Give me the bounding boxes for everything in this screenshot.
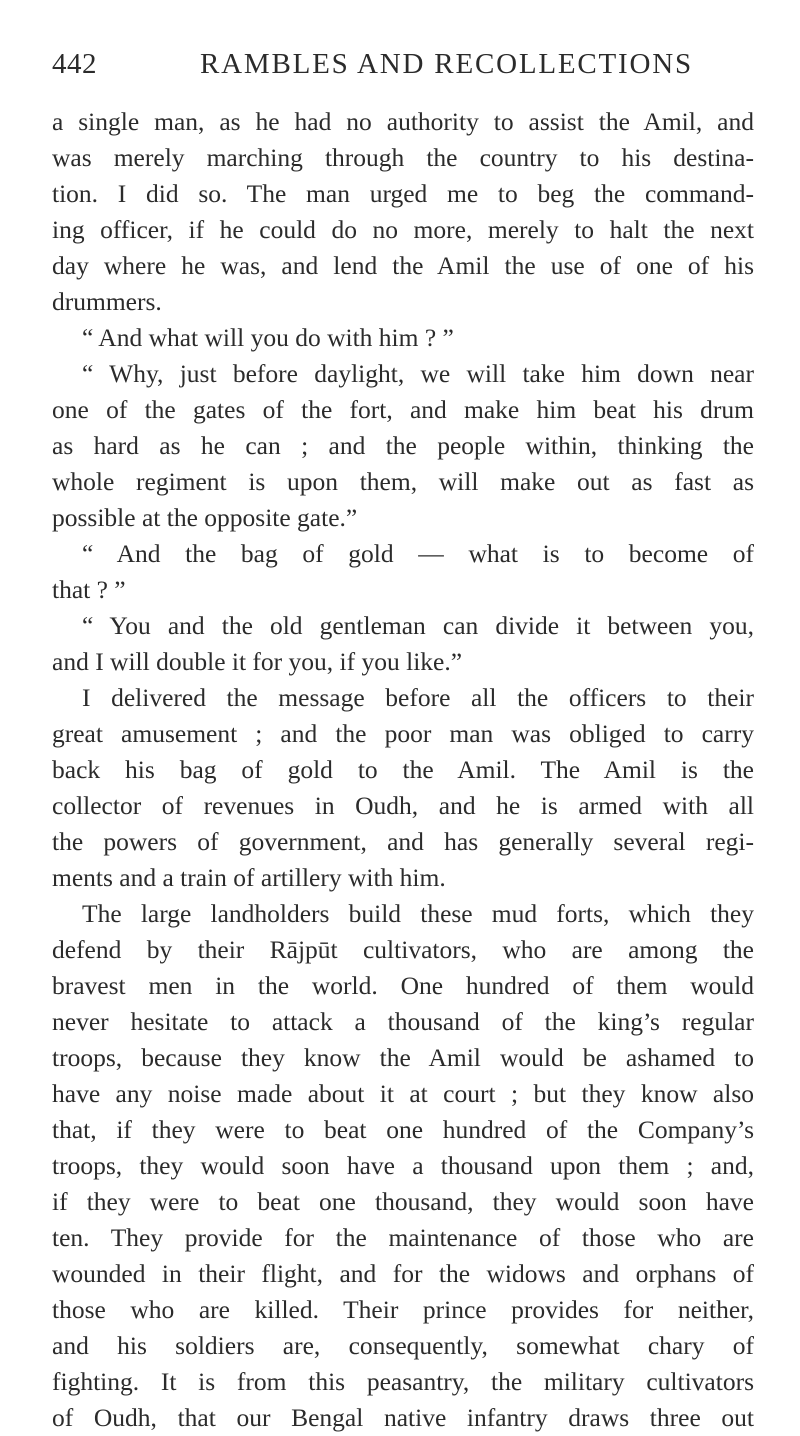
text-line: defend by their Rājpūt cultivators, who are among the xyxy=(52,935,754,964)
text-line: that, if they were to beat one hundred of the Company’s xyxy=(52,1115,754,1144)
text-line: was merely marching through the country to his destina- xyxy=(52,143,754,172)
text-line: one of the gates of the fort, and make him beat his drum xyxy=(52,395,754,424)
page-number: 442 xyxy=(52,48,97,80)
text-line: never hesitate to attack a thousand of the king’s regular xyxy=(52,1007,754,1036)
text-line: “ And what will you do with him ? ” xyxy=(82,323,454,352)
text-line: “ And the bag of gold — what is to become of xyxy=(82,539,754,568)
text-line: have any noise made about it at court ; but they know also xyxy=(52,1079,754,1108)
text-line: troops, they would soon have a thousand upon them ; and, xyxy=(52,1151,754,1180)
text-line: troops, because they know the Amil would be ashamed to xyxy=(52,1043,754,1072)
text-line: tion. I did so. The man urged me to beg the command- xyxy=(52,179,754,208)
text-line: I delivered the message before all the officers to their xyxy=(82,683,754,712)
text-line: as hard as he can ; and the people within, thinking the xyxy=(52,431,754,460)
text-line: day where he was, and lend the Amil the use of one of his xyxy=(52,251,754,280)
text-line: and I will double it for you, if you like.” xyxy=(52,647,463,676)
text-line: “ You and the old gentleman can divide it between you, xyxy=(82,611,754,640)
text-line: great amusement ; and the poor man was obliged to carry xyxy=(52,719,754,748)
text-line: those who are killed. Their prince provides for neither, xyxy=(52,1295,754,1324)
text-line: of Oudh, that our Bengal native infantry draws three out xyxy=(52,1403,754,1432)
text-line: a single man, as he had no authority to assist the Amil, and xyxy=(52,107,754,136)
running-title: RAMBLES AND RECOLLECTIONS xyxy=(200,48,693,80)
text-line: and his soldiers are, consequently, somewhat chary of xyxy=(52,1331,754,1360)
text-line: ten. They provide for the maintenance of those who are xyxy=(52,1223,754,1252)
text-line: collector of revenues in Oudh, and he is armed with all xyxy=(52,791,754,820)
text-line: The large landholders build these mud forts, which they xyxy=(82,899,754,928)
running-head xyxy=(52,48,752,88)
text-line: if they were to beat one thousand, they would soon have xyxy=(52,1187,754,1216)
text-line: possible at the opposite gate.” xyxy=(52,503,358,532)
text-line: drummers. xyxy=(52,287,162,316)
text-line: the powers of government, and has generally several regi- xyxy=(52,827,754,856)
text-line: wounded in their flight, and for the widows and orphans of xyxy=(52,1259,754,1288)
text-line: “ Why, just before daylight, we will take him down near xyxy=(82,359,754,388)
text-line: back his bag of gold to the Amil. The Amil is the xyxy=(52,755,754,784)
body-text xyxy=(52,104,754,1436)
text-line: bravest men in the world. One hundred of them would xyxy=(52,971,754,1000)
text-line: ing officer, if he could do no more, merely to halt the next xyxy=(52,215,754,244)
text-line: ments and a train of artillery with him. xyxy=(52,863,446,892)
text-line: that ? ” xyxy=(52,575,126,604)
text-line: whole regiment is upon them, will make out as fast as xyxy=(52,467,754,496)
text-line: fighting. It is from this peasantry, the military cultivators xyxy=(52,1367,754,1396)
